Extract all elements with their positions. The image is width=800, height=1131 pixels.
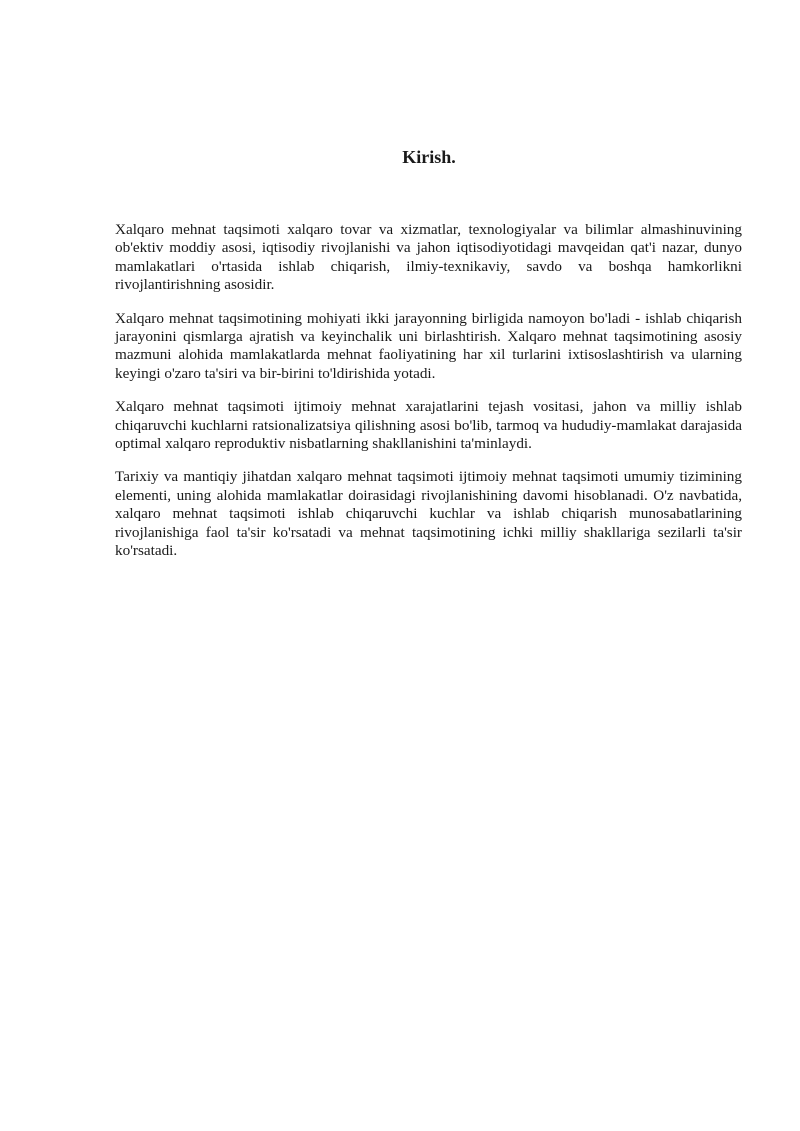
paragraph-2: Xalqaro mehnat taqsimotining mohiyati ikki jarayonning birligida namoyon bo'ladi - ishlab chiqarish jarayonini qismlarga ajratish va keyinchalik uni birlashtirish. Xalqaro mehnat taqsimotining asosiy mazmuni alohida mamlakatlarda mehnat faoliyatining har xil turlarini ixtisoslashtirish va ularning keyingi o'zaro ta'siri va bir-birini to'ldirishida yotadi. [115,309,742,382]
paragraph-1: Xalqaro mehnat taqsimoti xalqaro tovar va xizmatlar, texnologiyalar va bilimlar almashinuvining ob'ektiv moddiy asosi, iqtisodiy rivojlanishi va jahon iqtisodiyotidagi mavqeidan qat'i nazar, dunyo mamlakatlari o'rtasida ishlab chiqarish, ilmiy-texnikaviy, savdo va boshqa hamkorlikni rivojlantirishning asosidir. [115,221,742,294]
document-body [115,221,742,576]
paragraph-4: Tarixiy va mantiqiy jihatdan xalqaro mehnat taqsimoti ijtimoiy mehnat taqsimoti umumiy tizimining elementi, uning alohida mamlakatlar doirasidagi rivojlanishining davomi hisoblanadi. O'z navbatida, xalqaro mehnat taqsimoti ishlab chiqaruvchi kuchlar va ishlab chiqarish munosabatlarining rivojlanishiga faol ta'sir ko'rsatadi va mehnat taqsimotining ichki milliy shakllariga sezilarli ta'sir ko'rsatadi. [115,468,742,560]
paragraph-3: Xalqaro mehnat taqsimoti ijtimoiy mehnat xarajatlarini tejash vositasi, jahon va milliy ishlab chiqaruvchi kuchlarni ratsionalizatsiya qilishning asosi bo'lib, tarmoq va hududiy-mamlakat darajasida optimal xalqaro reproduktiv nisbatlarning shakllanishini ta'minlaydi. [115,398,742,453]
page-title: Kirish. [402,147,456,167]
